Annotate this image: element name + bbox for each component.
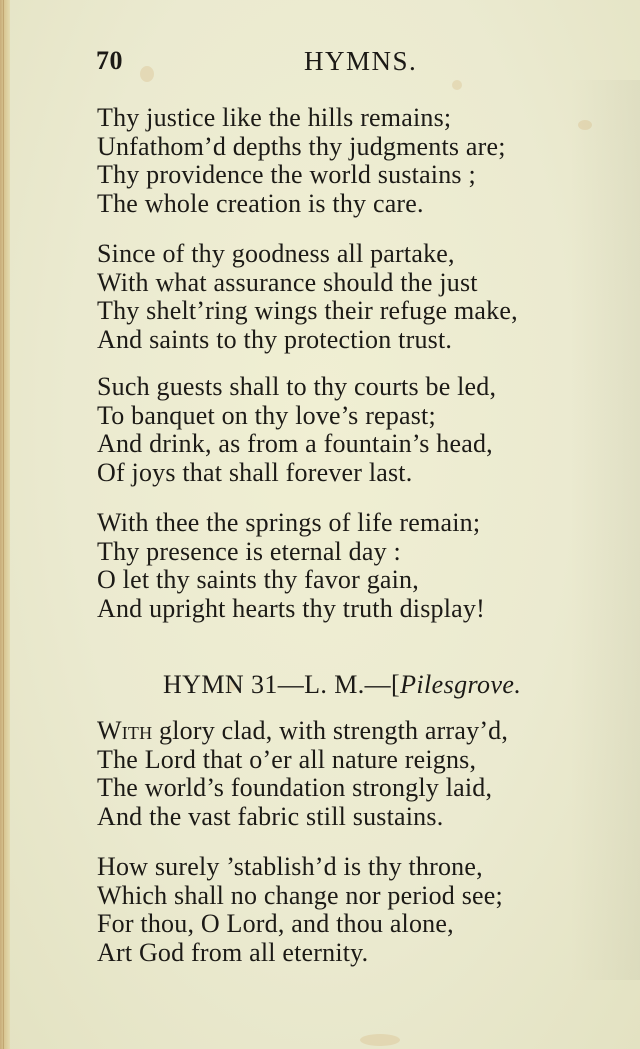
verse-line: Art God from all eternity.: [97, 937, 369, 967]
verse-line: For thou, O Lord, and thou alone,: [97, 909, 454, 938]
stanza: [97, 509, 485, 623]
hymn-header: [163, 670, 521, 700]
binding-line: [3, 0, 4, 1049]
verse-line: Unfathom’d depths thy judgments are;: [97, 131, 506, 161]
verse-line: Thy providence the world sustains ;: [97, 160, 476, 189]
verse-line: And drink, as from a fountain’s head,: [97, 429, 493, 458]
verse-line: Which shall no change nor period see;: [97, 880, 503, 910]
running-head: [96, 44, 436, 80]
verse-line: Thy justice like the hills remains;: [97, 103, 452, 132]
stanza: [97, 853, 503, 967]
binding-edge: [0, 0, 10, 1049]
verse-line: Such guests shall to thy courts be led,: [97, 372, 497, 401]
verse-line: Thy shelt’ring wings their refuge make,: [97, 296, 518, 325]
show-through-bleed: [570, 80, 640, 980]
verse-line: With what assurance should the just: [97, 267, 478, 297]
verse-line: And saints to thy protection trust.: [97, 324, 453, 354]
stanza: [97, 240, 518, 354]
verse-line: [97, 717, 508, 746]
stanza: [97, 373, 496, 487]
foxing-stain: [360, 1034, 400, 1046]
verse-line: To banquet on thy love’s repast;: [97, 400, 436, 430]
verse-line: And the vast fabric still sustains.: [97, 801, 444, 831]
verse-line: O let thy saints thy favor gain,: [97, 565, 419, 594]
verse-line: Of joys that shall forever last.: [97, 457, 413, 487]
verse-line: Thy presence is eternal day :: [97, 536, 401, 566]
verse-line: The world’s foundation strongly laid,: [97, 773, 493, 802]
foxing-stain: [578, 120, 592, 130]
verse-line: Since of thy goodness all partake,: [97, 239, 455, 268]
verse-line: The Lord that o’er all nature reigns,: [97, 744, 477, 774]
verse-line: The whole creation is thy care.: [97, 188, 424, 218]
verse-line: And upright hearts thy truth display!: [97, 593, 485, 623]
hymn-number-meter: HYMN 31—L. M.—[: [163, 670, 401, 699]
stanza: [97, 717, 508, 831]
verse-line: With thee the springs of life remain;: [97, 508, 481, 537]
first-line-rest: glory clad, with strength array’d,: [152, 716, 509, 745]
first-word-smallcaps: With: [97, 716, 153, 745]
running-title: HYMNS.: [304, 46, 418, 76]
verse-line: How surely ’stablish’d is thy throne,: [97, 852, 483, 881]
page-number: 70: [96, 46, 123, 75]
foxing-stain: [452, 80, 462, 90]
stanza: [97, 104, 506, 218]
tune-name: Pilesgrove.: [400, 670, 522, 699]
